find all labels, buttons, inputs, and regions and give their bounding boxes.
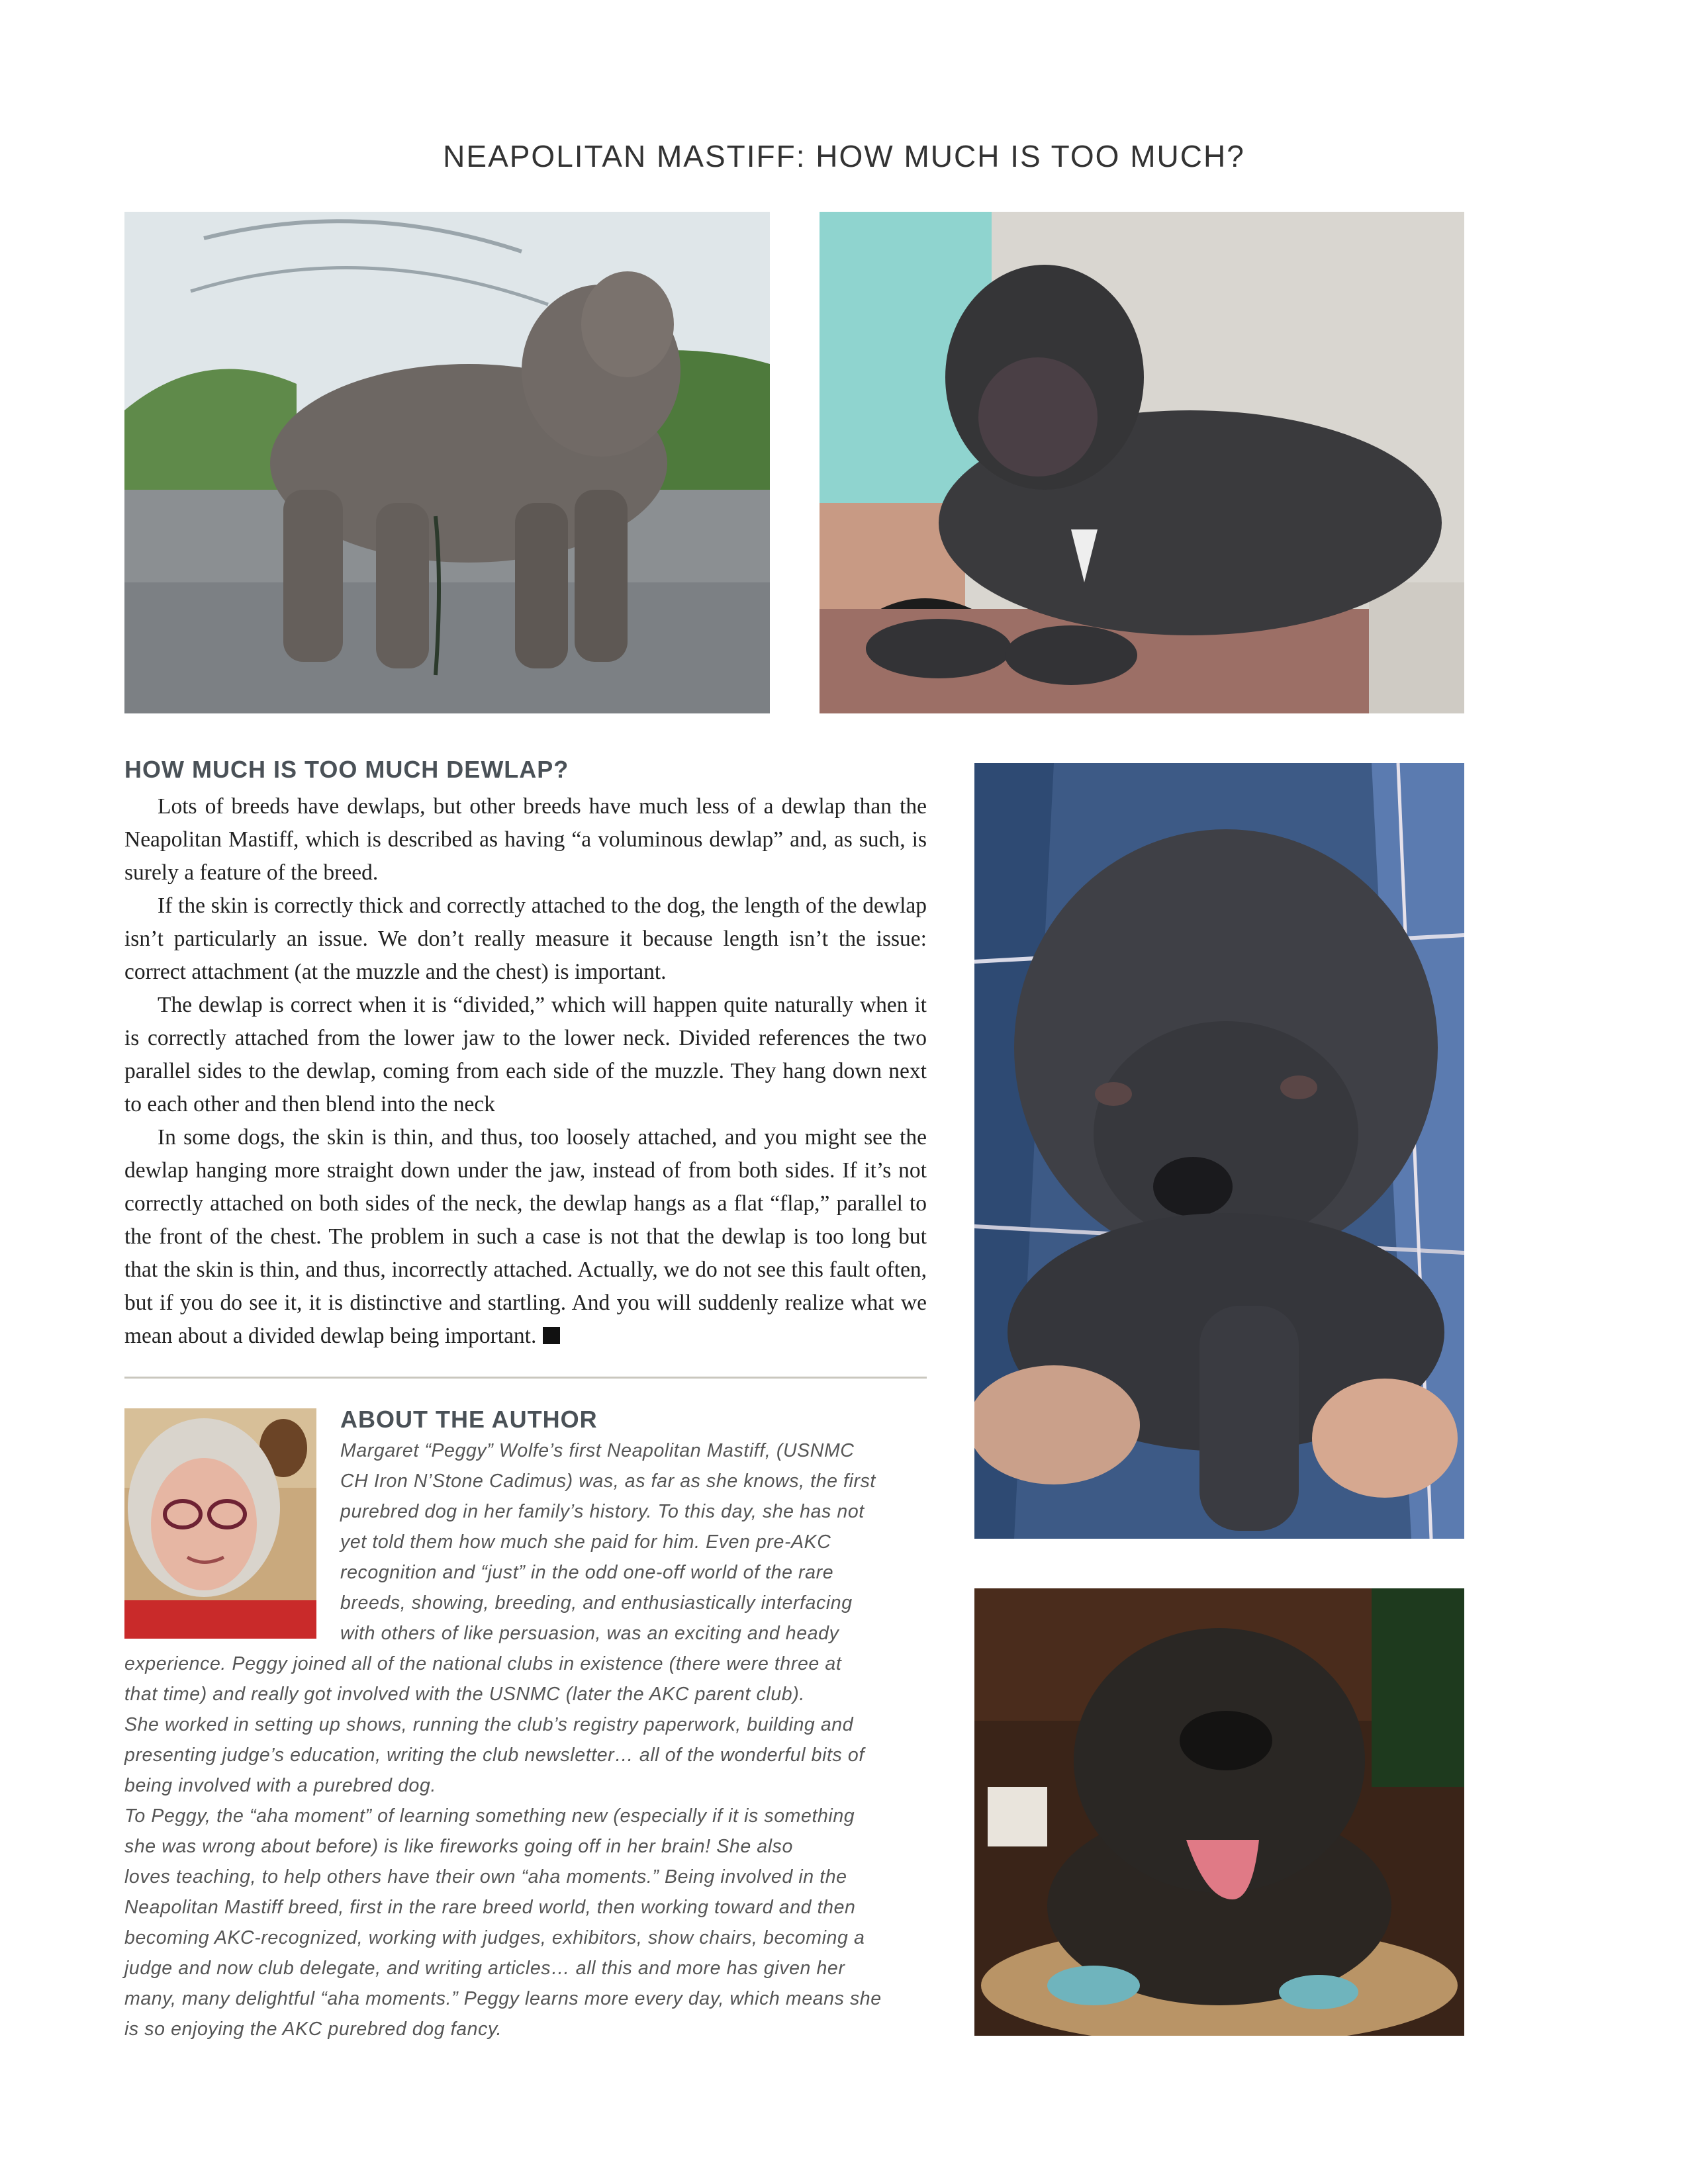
author-bio-line: CH Iron N’Stone Cadimus) was, as far as she knows, the first xyxy=(340,1471,876,1492)
photo-standing-mastiff xyxy=(124,212,770,713)
article-paragraph-final xyxy=(124,1121,927,1353)
author-bio-line: recognition and “just” in the odd one-off world of the rare xyxy=(340,1562,834,1583)
author-bio-line: that time) and really got involved with the USNMC (later the AKC parent club). xyxy=(124,1684,805,1705)
photo-mastiff-cake xyxy=(974,1588,1464,2036)
author-bio-line: becoming AKC-recognized, working with judges, exhibitors, show chairs, becoming a xyxy=(124,1927,865,1948)
author-bio-line: breeds, showing, breeding, and enthusiastically interfacing xyxy=(340,1592,853,1614)
author-bio-line: being involved with a purebred dog. xyxy=(124,1775,436,1796)
author-bio-line: loves teaching, to help others have their own “aha moments.” Being involved in the xyxy=(124,1866,847,1888)
author-bio-line: presenting judge’s education, writing the club newsletter… all of the wonderful bits of xyxy=(124,1745,865,1766)
end-of-article-mark xyxy=(543,1327,560,1344)
author-bio-line: with others of like persuasion, was an exciting and heady xyxy=(340,1623,839,1644)
author-bio-line: many, many delightful “aha moments.” Peggy learns more every day, which means she xyxy=(124,1988,882,2009)
page-title: NEAPOLITAN MASTIFF: HOW MUCH IS TOO MUCH? xyxy=(443,138,1245,173)
author-bio-line: judge and now club delegate, and writing articles… all this and more has given her xyxy=(124,1958,845,1979)
article-paragraph: The dewlap is correct when it is “divided,” which will happen quite naturally when it is correctly attached from the lower jaw to the lower neck. Divided references the two parallel sides to the dewlap, coming from each side of the muzzle. They hang down next to each other and then blend into the neck xyxy=(124,993,927,1116)
author-heading: ABOUT THE AUTHOR xyxy=(340,1406,598,1433)
author-bio-line: To Peggy, the “aha moment” of learning something new (especially if it is something xyxy=(124,1805,855,1827)
author-bio-line: she was wrong about before) is like fireworks going off in her brain! She also xyxy=(124,1836,793,1857)
article-paragraph-text: In some dogs, the skin is thin, and thus, too loosely attached, and you might see the dewlap hanging more straight down under the jaw, instead of from both sides. If it’s not correctly attached on both sides of the neck, the dewlap hangs as a flat “flap,” parallel to the front of the chest. The problem in such a case is not that the dewlap is too long but that the skin is thin, and thus, incorrectly attached. Actually, we do not see this fault often, but if you do see it, it is distinctive and startling. And you will suddenly realize what we mean about a divided dewlap being important. xyxy=(124,1125,927,1348)
section-divider xyxy=(124,1377,927,1379)
author-bio-line: yet told them how much she paid for him. Even pre-AKC xyxy=(340,1531,831,1553)
article-paragraph: If the skin is correctly thick and correctly attached to the dog, the length of the dewlap isn’t particularly an issue. We don’t really measure it because length isn’t the issue: correct attachment (at the muzzle and the chest) is important. xyxy=(124,893,927,984)
author-photo xyxy=(124,1408,316,1639)
author-bio-line: She worked in setting up shows, running the club’s registry paperwork, building and xyxy=(124,1714,854,1735)
article-body xyxy=(124,790,927,1353)
author-bio-line: Neapolitan Mastiff breed, first in the rare breed world, then working toward and then xyxy=(124,1897,856,1918)
author-bio-line: Margaret “Peggy” Wolfe’s first Neapolitan Mastiff, (USNMC xyxy=(340,1440,855,1461)
photo-lying-mastiff xyxy=(820,212,1464,713)
author-bio-line: experience. Peggy joined all of the national clubs in existence (there were three at xyxy=(124,1653,842,1674)
photo-mastiff-puppy xyxy=(974,763,1464,1539)
author-bio-line: is so enjoying the AKC purebred dog fancy. xyxy=(124,2019,502,2040)
author-bio-line: purebred dog in her family’s history. To this day, she has not xyxy=(340,1501,865,1522)
article-paragraph: Lots of breeds have dewlaps, but other breeds have much less of a dewlap than the Neapolitan Mastiff, which is described as having “a voluminous dewlap” and, as such, is surely a feature of the breed. xyxy=(124,794,927,885)
article-heading: HOW MUCH IS TOO MUCH DEWLAP? xyxy=(124,756,569,783)
